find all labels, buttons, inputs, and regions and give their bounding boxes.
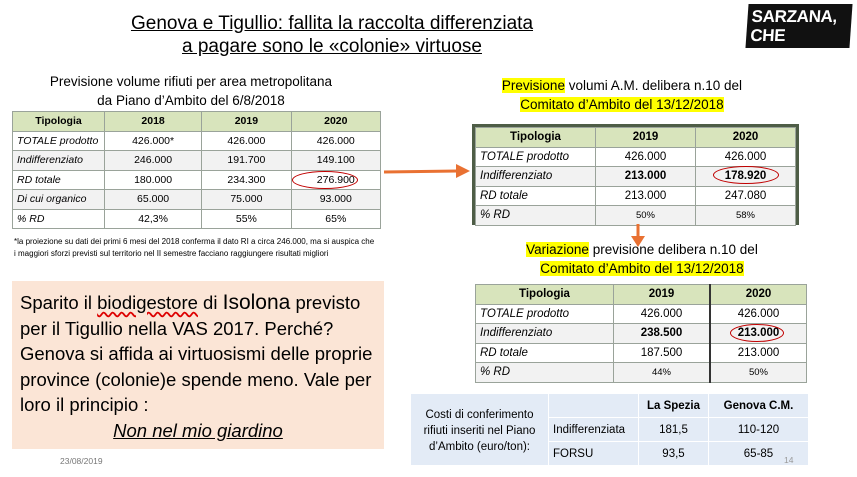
table-row: TOTALE prodotto 426.000 426.000 bbox=[476, 147, 796, 167]
table-row: Indifferenziato 246.000 191.700 149.100 bbox=[13, 151, 381, 171]
sarzana-logo bbox=[745, 4, 852, 64]
table-row: RD totale 213.000 247.080 bbox=[476, 186, 796, 206]
table-row: % RD 50% 58% bbox=[476, 206, 796, 226]
variation-caption: Variazione previsione delibera n.10 del Comitato d’Ambito del 13/12/2018 bbox=[526, 242, 758, 276]
left-table-caption: Previsione volume rifiuti per area metropolitana da Piano d’Ambito del 6/8/2018 bbox=[49, 74, 333, 108]
slide-number: 14 bbox=[784, 455, 794, 465]
table-header-row: Tipologia 2018 2019 2020 bbox=[13, 112, 381, 132]
table-row: % RD 44% 50% bbox=[476, 363, 807, 383]
motto: Non nel mio giardino bbox=[113, 419, 283, 441]
table-row: TOTALE prodotto 426.000 426.000 bbox=[476, 304, 807, 324]
orange-arrow-right-icon bbox=[382, 160, 472, 184]
table-row: Di cui organico 65.000 75.000 93.000 bbox=[13, 190, 381, 210]
slide-title bbox=[112, 12, 552, 58]
top-right-caption: Previsione volumi A.M. delibera n.10 del Comitato d’Ambito del 13/12/2018 bbox=[501, 78, 743, 112]
table-row: Indifferenziato 238.500 213.000 bbox=[476, 324, 807, 344]
cost-description: Costi di conferimento rifiuti inseriti nel Piano d’Ambito (euro/ton): bbox=[411, 394, 549, 466]
commentary-box: Sparito il biodigestore di Isolona previsto per il Tigullio nella VAS 2017. Perché? Genova si affida ai virtuosismi delle proprie province (colonie)e spende meno. Vale per loro il principio : Non nel mio giardino bbox=[12, 281, 384, 449]
slide-title-line2: a pagare sono le «colonie» virtuose bbox=[182, 36, 482, 57]
slide-date: 23/08/2019 bbox=[60, 456, 103, 466]
red-oval-mark bbox=[292, 171, 358, 189]
slide-title-line1: Genova e Tigullio: fallita la raccolta differenziata bbox=[130, 13, 534, 34]
highlighted-value-2020-rd: 276.900 bbox=[291, 170, 380, 190]
table-header-row: Tipologia 2019 2020 bbox=[476, 285, 807, 305]
table-row: RD totale 180.000 234.300 276.900 bbox=[13, 170, 381, 190]
logo-line2: CHE BOTTA! bbox=[748, 26, 811, 64]
table-row: RD totale 187.500 213.000 bbox=[476, 343, 807, 363]
left-table-footnote: *la proiezione su dati dei primi 6 mesi del 2018 conferma il dato RI a circa 246.000, ma si auspica che i maggiori sforzi previsti sul territorio nel II semestre facciano raggiungere risultati migliori bbox=[14, 237, 375, 258]
table-row: FORSU 93,5 65-85 bbox=[411, 442, 809, 466]
left-forecast-table bbox=[12, 111, 381, 229]
table-row: % RD 42,3% 55% 65% bbox=[13, 209, 381, 229]
disposal-cost-table bbox=[410, 393, 809, 466]
red-oval-mark bbox=[713, 166, 779, 184]
red-oval-mark bbox=[730, 324, 784, 342]
table-row: TOTALE prodotto 426.000* 426.000 426.000 bbox=[13, 131, 381, 151]
table-row: Indifferenziato 213.000 178.920 bbox=[476, 167, 796, 187]
table-row: Indifferenziata 181,5 110-120 bbox=[411, 418, 809, 442]
table-header-row: Costi di conferimento rifiuti inseriti nel Piano d’Ambito (euro/ton): La Spezia Genova C.M. bbox=[411, 394, 809, 418]
logo-line1: SARZANA, bbox=[751, 7, 838, 26]
table-header-row: Tipologia 2019 2020 bbox=[476, 128, 796, 148]
